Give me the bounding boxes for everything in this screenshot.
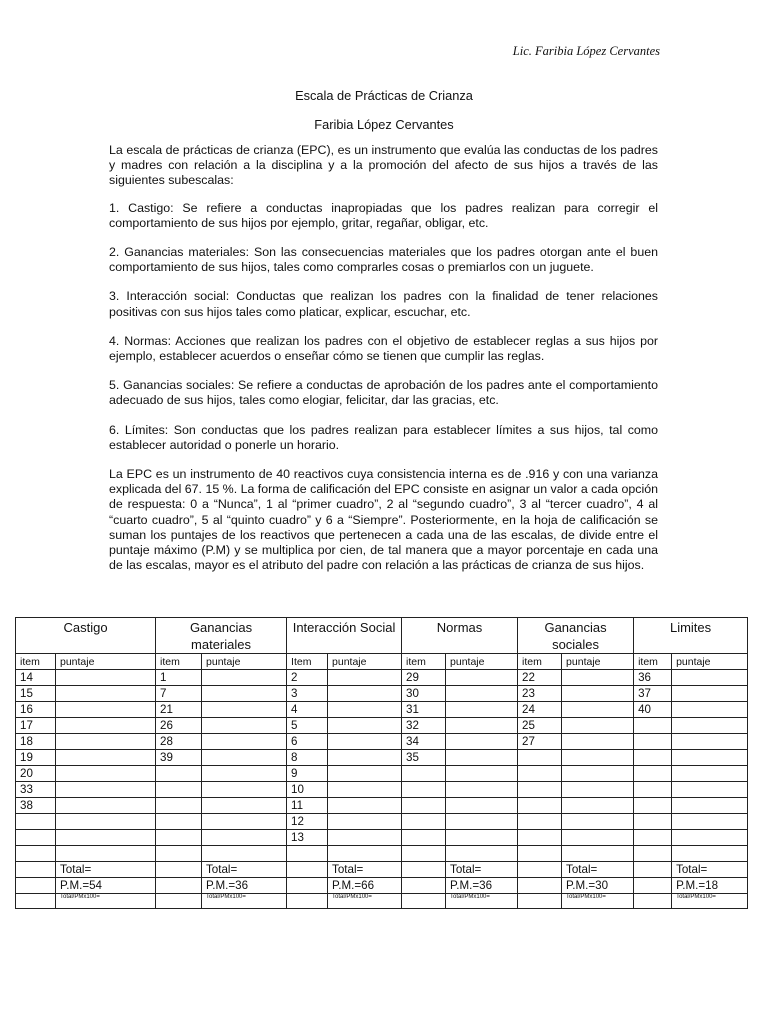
score-cell[interactable] <box>202 750 287 766</box>
score-cell[interactable] <box>56 734 156 750</box>
subscale-text: Se refiere a conductas de aprobación de los padres ante el comportamiento adecuado de sus hijos, tales como elogiar, felicitar, dar las gracias, etc. <box>109 378 658 408</box>
item-number-cell: 26 <box>156 718 202 734</box>
subscale-text: Son conductas que los padres realizan para establecer límites a sus hijos, tal como establecer autoridad o ponerle un horario. <box>109 422 659 452</box>
percentage-cell[interactable]: Total/PMx100= <box>562 894 634 909</box>
item-number-cell: 17 <box>16 718 56 734</box>
score-cell[interactable] <box>562 814 634 830</box>
sub-header-row <box>16 654 748 670</box>
subscale-ganancias-materiales <box>109 245 658 275</box>
item-number-cell: 12 <box>287 814 328 830</box>
table-row <box>16 750 748 766</box>
table-row <box>16 814 748 830</box>
item-number-cell <box>634 814 672 830</box>
item-number-cell <box>634 830 672 846</box>
sub-header: item <box>402 654 446 670</box>
item-number-cell: 33 <box>16 782 56 798</box>
item-number-cell: 19 <box>16 750 56 766</box>
total-cell[interactable]: Total= <box>202 862 287 878</box>
score-cell[interactable] <box>56 766 156 782</box>
score-cell[interactable] <box>672 734 748 750</box>
score-cell[interactable] <box>56 782 156 798</box>
item-number-cell: 7 <box>156 686 202 702</box>
sub-header: Item <box>287 654 328 670</box>
item-number-cell <box>16 830 56 846</box>
item-number-cell: 23 <box>518 686 562 702</box>
score-cell[interactable] <box>672 782 748 798</box>
score-cell[interactable] <box>672 670 748 686</box>
item-number-cell <box>518 830 562 846</box>
subscale-ganancias-sociales <box>109 378 658 408</box>
score-cell[interactable] <box>562 718 634 734</box>
item-number-cell: 21 <box>156 702 202 718</box>
score-cell[interactable] <box>328 766 402 782</box>
score-cell[interactable] <box>202 670 287 686</box>
column-header: Ganancias sociales <box>518 618 634 654</box>
item-number-cell: 29 <box>402 670 446 686</box>
score-cell[interactable] <box>56 702 156 718</box>
max-score-row <box>16 878 748 894</box>
column-header-row <box>16 618 748 654</box>
item-number-cell <box>634 782 672 798</box>
score-cell[interactable] <box>672 798 748 814</box>
table-row <box>16 670 748 686</box>
score-cell[interactable] <box>562 782 634 798</box>
item-number-cell <box>402 766 446 782</box>
max-score-cell: P.M.=36 <box>202 878 287 894</box>
score-cell[interactable] <box>56 814 156 830</box>
subscale-text: Se refiere a conductas inapropiadas que los padres realizan para corregir el comportamiento de sus hijos por ejemplo, gritar, regañar, obligar, etc. <box>109 200 658 230</box>
item-number-cell <box>156 814 202 830</box>
author-header: Lic. Faribia López Cervantes <box>512 44 660 58</box>
score-cell[interactable] <box>202 782 287 798</box>
item-number-cell <box>402 814 446 830</box>
total-row <box>16 862 748 878</box>
sub-header: item <box>634 654 672 670</box>
sub-header: item <box>518 654 562 670</box>
sub-header: item <box>16 654 56 670</box>
subscale-interaccion-social <box>109 289 658 319</box>
subscale-text: Son las consecuencias materiales que los padres otorgan ante el buen comportamiento de sus hijos, tales como comprarles cosas o premiarlos con un juguete. <box>109 245 658 275</box>
item-number-cell: 22 <box>518 670 562 686</box>
subscale-text: Acciones que realizan los padres con el objetivo de establecer reglas a sus hijos por ejemplo, establecer acuerdos o enseñar cómo se tienen que cumplir las reglas. <box>109 333 658 364</box>
item-number-cell <box>16 814 56 830</box>
item-number-cell: 30 <box>402 686 446 702</box>
item-number-cell: 3 <box>287 686 328 702</box>
score-cell[interactable] <box>446 734 518 750</box>
percentage-cell[interactable]: Total/PMx100= <box>672 894 748 909</box>
column-header: Interacción Social <box>287 618 402 654</box>
score-cell[interactable] <box>446 798 518 814</box>
score-cell[interactable] <box>672 814 748 830</box>
closing-paragraph: La EPC es un instrumento de 40 reactivos cuya consistencia interna es de .916 y con una varianza explicada del 67. 15 %. La forma de calificación del EPC consiste en asignar un valor a cada opción de respuesta: 0 a “Nunca”, 1 al “primer cuadro”, 2 al “segundo cuadro”, 3 al “tercer cuadro”, 4 al “cuarto cuadro”, 5 al “quinto cuadro” y 6 a “Siempre”. Posteriormente, en la hoja de calificación se suman los puntajes de los reactivos que pertenecen a cada una de las escalas, de divide entre el puntaje máximo (P.M) y se multiplica por cien, de tal manera que a mayor porcentaje en cada una de las escalas, mayor es el atributo del padre con relación a las prácticas de crianza de sus hijos. <box>109 467 658 573</box>
percentage-row <box>16 894 748 909</box>
percentage-cell[interactable]: Total/PMx100= <box>328 894 402 909</box>
item-number-cell <box>518 782 562 798</box>
item-number-cell <box>156 766 202 782</box>
max-score-cell: P.M.=36 <box>446 878 518 894</box>
score-cell[interactable] <box>328 734 402 750</box>
score-cell[interactable] <box>562 798 634 814</box>
score-cell[interactable] <box>446 670 518 686</box>
table-row <box>16 766 748 782</box>
item-number-cell: 24 <box>518 702 562 718</box>
score-cell[interactable] <box>672 702 748 718</box>
item-number-cell: 2 <box>287 670 328 686</box>
column-header: Ganancias materiales <box>156 618 287 654</box>
item-number-cell: 40 <box>634 702 672 718</box>
item-number-cell: 20 <box>16 766 56 782</box>
item-number-cell <box>634 798 672 814</box>
score-cell[interactable] <box>446 814 518 830</box>
score-cell[interactable] <box>202 734 287 750</box>
total-cell[interactable]: Total= <box>56 862 156 878</box>
subscale-term: 2. Ganancias materiales: <box>109 245 250 260</box>
score-cell[interactable] <box>328 702 402 718</box>
item-number-cell <box>402 782 446 798</box>
score-cell[interactable] <box>202 718 287 734</box>
total-cell[interactable]: Total= <box>562 862 634 878</box>
item-number-cell: 8 <box>287 750 328 766</box>
score-cell[interactable] <box>56 750 156 766</box>
score-cell[interactable] <box>202 814 287 830</box>
score-cell[interactable] <box>446 702 518 718</box>
item-number-cell: 38 <box>16 798 56 814</box>
document-subtitle: Faribia López Cervantes <box>314 117 454 132</box>
subscale-limites <box>109 423 658 453</box>
item-number-cell: 25 <box>518 718 562 734</box>
item-number-cell: 1 <box>156 670 202 686</box>
score-cell[interactable] <box>328 782 402 798</box>
score-cell[interactable] <box>56 686 156 702</box>
item-number-cell <box>156 782 202 798</box>
sub-header: puntaje <box>562 654 634 670</box>
subscale-term: 5. Ganancias sociales: <box>109 378 235 393</box>
max-score-cell: P.M.=30 <box>562 878 634 894</box>
table-row <box>16 702 748 718</box>
percentage-cell[interactable]: Total/PMx100= <box>202 894 287 909</box>
score-cell[interactable] <box>446 686 518 702</box>
score-cell[interactable] <box>562 702 634 718</box>
score-cell[interactable] <box>446 830 518 846</box>
column-header: Normas <box>402 618 518 654</box>
score-cell[interactable] <box>446 750 518 766</box>
score-cell[interactable] <box>446 782 518 798</box>
score-cell[interactable] <box>202 702 287 718</box>
score-cell[interactable] <box>328 718 402 734</box>
item-number-cell <box>402 830 446 846</box>
score-cell[interactable] <box>328 798 402 814</box>
sub-header: item <box>156 654 202 670</box>
score-cell[interactable] <box>202 830 287 846</box>
score-cell[interactable] <box>56 670 156 686</box>
table-row <box>16 686 748 702</box>
score-cell[interactable] <box>562 670 634 686</box>
score-cell[interactable] <box>562 686 634 702</box>
item-number-cell <box>634 750 672 766</box>
score-cell[interactable] <box>202 686 287 702</box>
max-score-cell: P.M.=18 <box>672 878 748 894</box>
item-number-cell: 13 <box>287 830 328 846</box>
column-header: Limites <box>634 618 748 654</box>
document-title: Escala de Prácticas de Crianza <box>295 88 473 103</box>
sub-header: puntaje <box>202 654 287 670</box>
item-number-cell: 27 <box>518 734 562 750</box>
item-number-cell <box>634 734 672 750</box>
table-row <box>16 734 748 750</box>
item-number-cell: 10 <box>287 782 328 798</box>
score-cell[interactable] <box>672 830 748 846</box>
score-cell[interactable] <box>328 686 402 702</box>
item-number-cell: 4 <box>287 702 328 718</box>
total-cell[interactable]: Total= <box>446 862 518 878</box>
item-number-cell <box>634 718 672 734</box>
item-number-cell: 14 <box>16 670 56 686</box>
item-number-cell <box>156 798 202 814</box>
item-number-cell: 28 <box>156 734 202 750</box>
sub-header: puntaje <box>56 654 156 670</box>
percentage-cell[interactable]: Total/PMx100= <box>56 894 156 909</box>
sub-header: puntaje <box>446 654 518 670</box>
sub-header: puntaje <box>328 654 402 670</box>
item-number-cell: 18 <box>16 734 56 750</box>
total-cell[interactable]: Total= <box>672 862 748 878</box>
subscale-term: 6. Límites: <box>109 422 169 437</box>
item-number-cell: 15 <box>16 686 56 702</box>
item-number-cell: 9 <box>287 766 328 782</box>
item-number-cell: 36 <box>634 670 672 686</box>
subscale-normas <box>109 334 658 364</box>
score-cell[interactable] <box>328 750 402 766</box>
item-number-cell: 35 <box>402 750 446 766</box>
score-cell[interactable] <box>328 830 402 846</box>
column-header: Castigo <box>16 618 156 654</box>
subscale-term: 3. Interacción social: <box>109 289 230 304</box>
item-number-cell: 34 <box>402 734 446 750</box>
score-cell[interactable] <box>672 766 748 782</box>
spacer-row <box>16 846 748 862</box>
subscale-term: 1. Castigo: <box>109 200 174 215</box>
score-cell[interactable] <box>672 718 748 734</box>
score-cell[interactable] <box>672 686 748 702</box>
score-cell[interactable] <box>202 766 287 782</box>
subscale-text: Conductas que realizan los padres con la finalidad de tener relaciones positivas con sus hijos tales como platicar, explicar, escuchar, etc. <box>109 289 658 319</box>
item-number-cell <box>518 798 562 814</box>
score-cell[interactable] <box>328 670 402 686</box>
score-cell[interactable] <box>562 766 634 782</box>
score-cell[interactable] <box>562 830 634 846</box>
score-cell[interactable] <box>56 718 156 734</box>
item-number-cell: 5 <box>287 718 328 734</box>
score-cell[interactable] <box>56 798 156 814</box>
item-number-cell: 11 <box>287 798 328 814</box>
sub-header: puntaje <box>672 654 748 670</box>
item-number-cell: 16 <box>16 702 56 718</box>
item-number-cell: 39 <box>156 750 202 766</box>
document-body <box>109 143 658 587</box>
score-cell[interactable] <box>202 798 287 814</box>
table-row <box>16 718 748 734</box>
table-row <box>16 782 748 798</box>
item-number-cell <box>518 814 562 830</box>
scoring-table <box>15 617 748 909</box>
score-cell[interactable] <box>446 718 518 734</box>
item-number-cell: 6 <box>287 734 328 750</box>
table-row <box>16 798 748 814</box>
max-score-cell: P.M.=66 <box>328 878 402 894</box>
score-cell[interactable] <box>56 830 156 846</box>
item-number-cell: 31 <box>402 702 446 718</box>
percentage-cell[interactable]: Total/PMx100= <box>446 894 518 909</box>
intro-paragraph: La escala de prácticas de crianza (EPC), es un instrumento que evalúa las conductas de los padres y madres con relación a la disciplina y a la promoción del afecto de sus hijos a través de las siguientes subescalas: <box>109 143 658 188</box>
item-number-cell <box>518 766 562 782</box>
score-cell[interactable] <box>562 750 634 766</box>
item-number-cell <box>634 766 672 782</box>
item-number-cell <box>402 798 446 814</box>
score-cell[interactable] <box>446 766 518 782</box>
max-score-cell: P.M.=54 <box>56 878 156 894</box>
item-number-cell: 32 <box>402 718 446 734</box>
subscale-term: 4. Normas: <box>109 333 172 348</box>
item-rows <box>16 670 748 846</box>
item-number-cell <box>518 750 562 766</box>
total-cell[interactable]: Total= <box>328 862 402 878</box>
item-number-cell <box>156 830 202 846</box>
score-cell[interactable] <box>672 750 748 766</box>
score-cell[interactable] <box>328 814 402 830</box>
subscale-castigo <box>109 201 658 231</box>
score-cell[interactable] <box>562 734 634 750</box>
table-row <box>16 830 748 846</box>
item-number-cell: 37 <box>634 686 672 702</box>
